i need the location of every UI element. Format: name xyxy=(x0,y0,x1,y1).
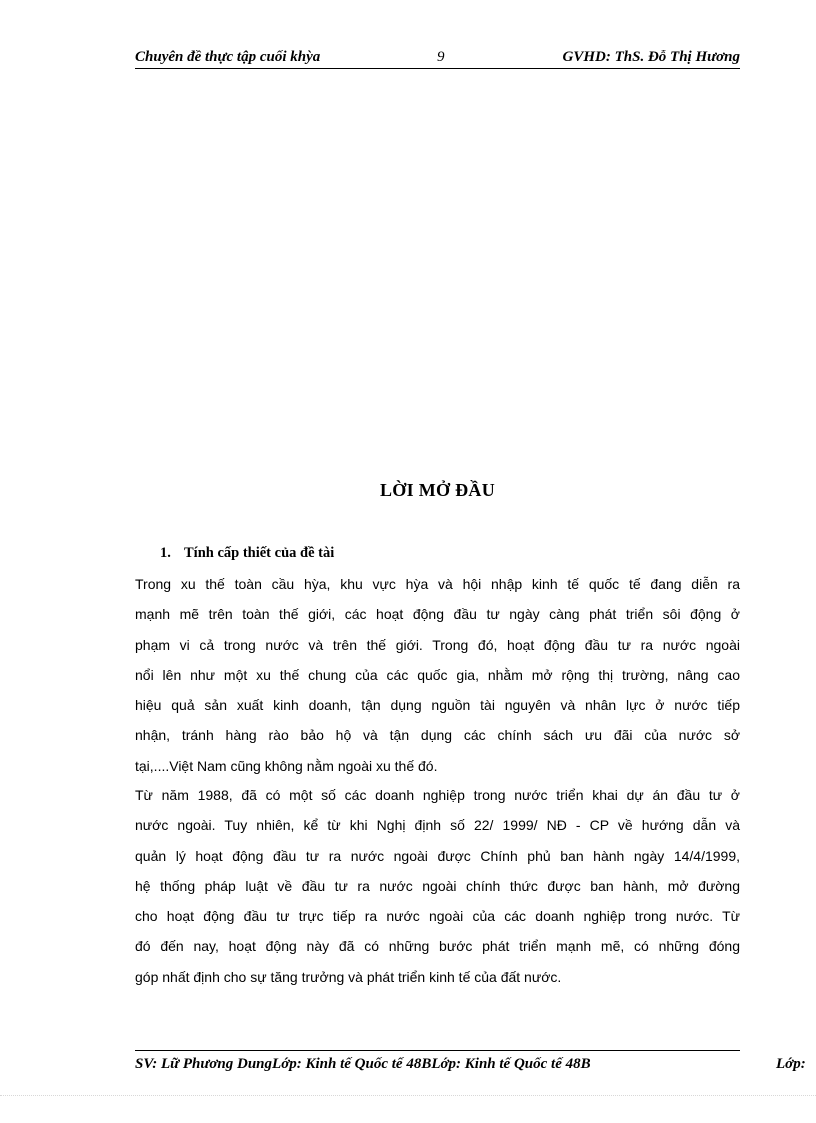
header-page-number: 9 xyxy=(437,49,445,65)
paragraph-line: quản lý hoạt động đầu tư ra nước ngoài được Chính phủ ban hành ngày 14/4/1999, xyxy=(135,847,740,864)
paragraph-line: mạnh mẽ trên toàn thế giới, các hoạt động đầu tư ngày càng phát triển sôi động ở xyxy=(135,606,740,623)
header-supervisor: GVHD: ThS. Đỗ Thị Hương xyxy=(562,49,740,65)
paragraph-line: Từ năm 1988, đã có một số các doanh nghiệp trong nước triển khai dự án đầu tư ở xyxy=(135,787,740,803)
paragraph-line: tại,....Việt Nam cũng không nằm ngoài xu thế đó. xyxy=(135,757,438,774)
paragraph-line: góp nhất định cho sự tăng trưởng và phát triển kinh tế của đất nước. xyxy=(135,968,562,985)
page-header xyxy=(135,46,740,69)
page-title: LỜI MỞ ĐẦU xyxy=(380,480,495,500)
paragraph-line: nổi lên như một xu thế chung của các quốc gia, nhằm mở rộng thị trường, nâng cao xyxy=(135,666,740,683)
footer-student-info: SV: Lữ Phương DungLớp: Kinh tế Quốc tế 48BLớp: Kinh tế Quốc tế 48B xyxy=(135,1056,591,1072)
paragraph-line: nhận, tránh hàng rào bảo hộ và tận dụng các chính sách ưu đãi của nước sở xyxy=(135,727,740,744)
paragraph-line: đó đến nay, hoạt động này đã có những bước phát triển mạnh mẽ, có những đóng xyxy=(135,938,740,955)
footer-class-label: Lớp: xyxy=(776,1056,806,1072)
page-bottom-divider xyxy=(0,1095,816,1096)
paragraph-line: Trong xu thế toàn cầu hỳa, khu vực hỳa và hội nhập kinh tế quốc tế đang diễn ra xyxy=(135,576,740,592)
section-number: 1. xyxy=(160,545,171,561)
footer-rule xyxy=(135,1050,740,1051)
section-title: Tính cấp thiết của đề tài xyxy=(184,545,335,561)
paragraph-line: cho hoạt động đầu tư trực tiếp ra nước ngoài của các doanh nghiệp trong nước. Từ xyxy=(135,908,740,925)
header-course-title: Chuyên đề thực tập cuối khỳa xyxy=(135,49,321,65)
section-heading xyxy=(160,545,334,562)
paragraph-line: phạm vi cả trong nước và trên thế giới. Trong đó, hoạt động đầu tư ra nước ngoài xyxy=(135,636,740,653)
paragraph-2 xyxy=(135,780,740,992)
paragraph-line: nước ngoài. Tuy nhiên, kể từ khi Nghị định số 22/ 1999/ NĐ - CP về hướng dẫn và xyxy=(135,817,740,834)
paragraph-1 xyxy=(135,569,740,781)
paragraph-line: hệ thống pháp luật về đầu tư ra nước ngoài chính thức được ban hành, mở đường xyxy=(135,877,740,894)
paragraph-line: hiệu quả sản xuất kinh doanh, tận dụng nguồn tài nguyên và nhân lực ở nước tiếp xyxy=(135,697,740,714)
